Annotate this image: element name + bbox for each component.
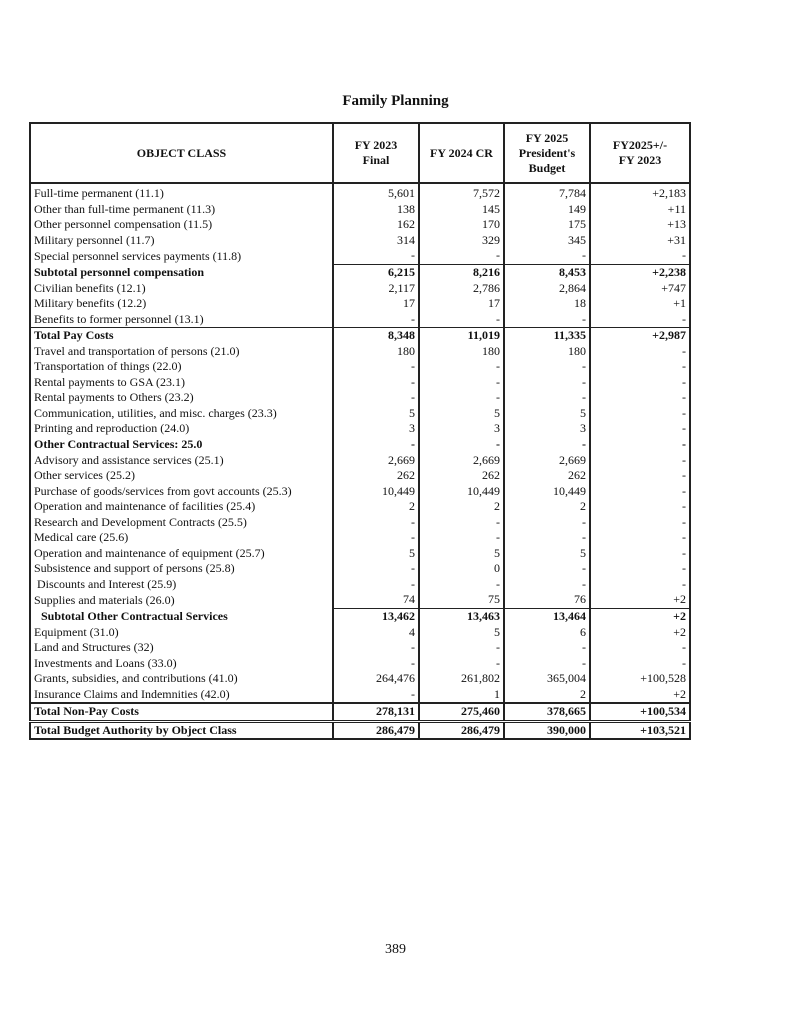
cell-value: 8,453	[504, 264, 590, 280]
table-row	[30, 202, 690, 218]
cell-value: 2,669	[419, 452, 504, 468]
cell-value: 149	[504, 202, 590, 218]
table-row	[30, 608, 690, 624]
cell-value: -	[333, 248, 419, 264]
cell-value: 2,117	[333, 280, 419, 296]
row-label: Rental payments to GSA (23.1)	[30, 375, 333, 391]
cell-value: +31	[590, 233, 690, 249]
cell-value: -	[333, 390, 419, 406]
row-label: Grants, subsidies, and contributions (41.0)	[30, 671, 333, 687]
row-label: Special personnel services payments (11.8)	[30, 248, 333, 264]
table-row	[30, 327, 690, 343]
cell-value: 8,216	[419, 264, 504, 280]
page-title: Family Planning	[342, 93, 449, 109]
row-label: Other services (25.2)	[30, 468, 333, 484]
cell-value: -	[504, 437, 590, 453]
table-row	[30, 577, 690, 593]
cell-value: -	[504, 375, 590, 391]
table-row	[30, 452, 690, 468]
row-label: Research and Development Contracts (25.5)	[30, 514, 333, 530]
cell-value: 5	[419, 406, 504, 422]
row-label: Rental payments to Others (23.2)	[30, 390, 333, 406]
cell-value: -	[590, 655, 690, 671]
cell-value: 1	[419, 687, 504, 704]
cell-value: 345	[504, 233, 590, 249]
cell-value: -	[590, 499, 690, 515]
row-label: Communication, utilities, and misc. charges (23.3)	[30, 406, 333, 422]
cell-value: 5	[333, 406, 419, 422]
table-row	[30, 406, 690, 422]
column-header: FY 2025 President's Budget	[504, 123, 590, 183]
cell-value: 261,802	[419, 671, 504, 687]
cell-value: 7,572	[419, 183, 504, 202]
cell-value: -	[590, 437, 690, 453]
table-row	[30, 640, 690, 656]
cell-value: -	[590, 514, 690, 530]
cell-value: 3	[504, 421, 590, 437]
row-label: Advisory and assistance services (25.1)	[30, 452, 333, 468]
cell-value: 5	[504, 546, 590, 562]
table-row	[30, 546, 690, 562]
cell-value: 3	[419, 421, 504, 437]
cell-value: -	[419, 390, 504, 406]
table-row	[30, 359, 690, 375]
column-header: OBJECT CLASS	[30, 123, 333, 183]
cell-value: -	[333, 375, 419, 391]
cell-value: 286,479	[333, 721, 419, 739]
table-row	[30, 514, 690, 530]
cell-value: +2	[590, 592, 690, 608]
cell-value: -	[504, 655, 590, 671]
cell-value: 8,348	[333, 327, 419, 343]
cell-value: 13,463	[419, 608, 504, 624]
cell-value: -	[333, 561, 419, 577]
cell-value: -	[504, 248, 590, 264]
row-label: Insurance Claims and Indemnities (42.0)	[30, 687, 333, 704]
cell-value: -	[590, 546, 690, 562]
cell-value: 262	[333, 468, 419, 484]
header-row	[30, 123, 690, 183]
row-label: Full-time permanent (11.1)	[30, 183, 333, 202]
cell-value: -	[590, 406, 690, 422]
cell-value: +2,987	[590, 327, 690, 343]
table-row	[30, 468, 690, 484]
cell-value: 138	[333, 202, 419, 218]
cell-value: +2,238	[590, 264, 690, 280]
table-row	[30, 280, 690, 296]
cell-value: -	[419, 577, 504, 593]
row-label: Other personnel compensation (11.5)	[30, 217, 333, 233]
cell-value: -	[590, 343, 690, 359]
cell-value: 145	[419, 202, 504, 218]
cell-value: -	[504, 577, 590, 593]
cell-value: 5,601	[333, 183, 419, 202]
table-row	[30, 655, 690, 671]
table-row	[30, 217, 690, 233]
cell-value: -	[333, 359, 419, 375]
row-label: Discounts and Interest (25.9)	[30, 577, 333, 593]
row-label: Other Contractual Services: 25.0	[30, 437, 333, 453]
table-row	[30, 530, 690, 546]
cell-value: 162	[333, 217, 419, 233]
cell-value: 2,669	[504, 452, 590, 468]
cell-value: 2	[419, 499, 504, 515]
cell-value: 11,335	[504, 327, 590, 343]
cell-value: -	[419, 530, 504, 546]
cell-value: 75	[419, 592, 504, 608]
cell-value: -	[504, 311, 590, 327]
cell-value: 10,449	[333, 483, 419, 499]
cell-value: -	[590, 530, 690, 546]
row-label: Subtotal personnel compensation	[30, 264, 333, 280]
row-label: Operation and maintenance of facilities (25.4)	[30, 499, 333, 515]
cell-value: -	[590, 311, 690, 327]
row-label: Equipment (31.0)	[30, 624, 333, 640]
table-row	[30, 183, 690, 202]
column-header: FY2025+/- FY 2023	[590, 123, 690, 183]
cell-value: 17	[333, 296, 419, 312]
cell-value: -	[504, 530, 590, 546]
cell-value: -	[419, 655, 504, 671]
cell-value: 2,786	[419, 280, 504, 296]
object-class-table	[29, 122, 691, 740]
cell-value: -	[419, 375, 504, 391]
cell-value: 13,464	[504, 608, 590, 624]
cell-value: +2	[590, 624, 690, 640]
cell-value: 264,476	[333, 671, 419, 687]
column-header: FY 2024 CR	[419, 123, 504, 183]
cell-value: +2,183	[590, 183, 690, 202]
row-label: Travel and transportation of persons (21.0)	[30, 343, 333, 359]
cell-value: 180	[333, 343, 419, 359]
table-row	[30, 703, 690, 721]
cell-value: -	[419, 359, 504, 375]
row-label: Military benefits (12.2)	[30, 296, 333, 312]
row-label: Operation and maintenance of equipment (25.7)	[30, 546, 333, 562]
cell-value: -	[333, 514, 419, 530]
table-row	[30, 624, 690, 640]
cell-value: 13,462	[333, 608, 419, 624]
cell-value: 11,019	[419, 327, 504, 343]
cell-value: -	[419, 311, 504, 327]
cell-value: -	[590, 359, 690, 375]
cell-value: 262	[419, 468, 504, 484]
table-row	[30, 721, 690, 739]
table-row	[30, 499, 690, 515]
table-row	[30, 437, 690, 453]
cell-value: 7,784	[504, 183, 590, 202]
cell-value: 365,004	[504, 671, 590, 687]
row-label: Purchase of goods/services from govt accounts (25.3)	[30, 483, 333, 499]
cell-value: -	[419, 640, 504, 656]
cell-value: -	[590, 577, 690, 593]
table-row	[30, 421, 690, 437]
row-label: Supplies and materials (26.0)	[30, 592, 333, 608]
cell-value: +11	[590, 202, 690, 218]
cell-value: -	[504, 561, 590, 577]
cell-value: -	[590, 640, 690, 656]
cell-value: -	[333, 655, 419, 671]
table-row	[30, 561, 690, 577]
cell-value: 5	[333, 546, 419, 562]
table-row	[30, 233, 690, 249]
row-label: Land and Structures (32)	[30, 640, 333, 656]
cell-value: 175	[504, 217, 590, 233]
table-row	[30, 671, 690, 687]
table-row	[30, 343, 690, 359]
cell-value: -	[590, 421, 690, 437]
row-label: Total Pay Costs	[30, 327, 333, 343]
cell-value: 3	[333, 421, 419, 437]
cell-value: 2,864	[504, 280, 590, 296]
cell-value: +13	[590, 217, 690, 233]
row-label: Total Non-Pay Costs	[30, 703, 333, 721]
cell-value: +100,534	[590, 703, 690, 721]
cell-value: 0	[419, 561, 504, 577]
cell-value: -	[504, 514, 590, 530]
cell-value: 170	[419, 217, 504, 233]
table-body	[30, 183, 690, 739]
row-label: Medical care (25.6)	[30, 530, 333, 546]
row-label: Transportation of things (22.0)	[30, 359, 333, 375]
cell-value: 180	[419, 343, 504, 359]
cell-value: 4	[333, 624, 419, 640]
cell-value: -	[590, 390, 690, 406]
cell-value: -	[590, 561, 690, 577]
cell-value: 180	[504, 343, 590, 359]
cell-value: -	[419, 514, 504, 530]
cell-value: -	[504, 640, 590, 656]
cell-value: 76	[504, 592, 590, 608]
row-label: Other than full-time permanent (11.3)	[30, 202, 333, 218]
cell-value: 6	[504, 624, 590, 640]
cell-value: -	[333, 687, 419, 704]
cell-value: 278,131	[333, 703, 419, 721]
table-row	[30, 375, 690, 391]
cell-value: -	[590, 248, 690, 264]
cell-value: -	[504, 359, 590, 375]
cell-value: -	[590, 483, 690, 499]
cell-value: -	[590, 375, 690, 391]
table-row	[30, 296, 690, 312]
cell-value: 5	[419, 546, 504, 562]
table-row	[30, 592, 690, 608]
cell-value: 10,449	[504, 483, 590, 499]
row-label: Investments and Loans (33.0)	[30, 655, 333, 671]
cell-value: -	[333, 577, 419, 593]
table-row	[30, 311, 690, 327]
row-label: Total Budget Authority by Object Class	[30, 721, 333, 739]
cell-value: 314	[333, 233, 419, 249]
cell-value: 262	[504, 468, 590, 484]
cell-value: 10,449	[419, 483, 504, 499]
row-label: Subtotal Other Contractual Services	[30, 608, 333, 624]
cell-value: -	[333, 640, 419, 656]
cell-value: +747	[590, 280, 690, 296]
table-row	[30, 248, 690, 264]
cell-value: 2	[504, 687, 590, 704]
cell-value: 74	[333, 592, 419, 608]
cell-value: 17	[419, 296, 504, 312]
cell-value: +2	[590, 608, 690, 624]
cell-value: -	[590, 468, 690, 484]
cell-value: 5	[504, 406, 590, 422]
cell-value: +103,521	[590, 721, 690, 739]
row-label: Printing and reproduction (24.0)	[30, 421, 333, 437]
cell-value: -	[333, 530, 419, 546]
table-row	[30, 390, 690, 406]
cell-value: 275,460	[419, 703, 504, 721]
cell-value: 2,669	[333, 452, 419, 468]
cell-value: +100,528	[590, 671, 690, 687]
cell-value: 390,000	[504, 721, 590, 739]
cell-value: 6,215	[333, 264, 419, 280]
cell-value: 5	[419, 624, 504, 640]
page-number: 389	[385, 942, 406, 957]
cell-value: -	[419, 437, 504, 453]
table-row	[30, 264, 690, 280]
table-row	[30, 687, 690, 704]
cell-value: 2	[333, 499, 419, 515]
cell-value: 329	[419, 233, 504, 249]
cell-value: -	[590, 452, 690, 468]
cell-value: 2	[504, 499, 590, 515]
column-header: FY 2023 Final	[333, 123, 419, 183]
cell-value: +2	[590, 687, 690, 704]
cell-value: -	[333, 311, 419, 327]
cell-value: 378,665	[504, 703, 590, 721]
cell-value: +1	[590, 296, 690, 312]
row-label: Subsistence and support of persons (25.8)	[30, 561, 333, 577]
table-row	[30, 483, 690, 499]
row-label: Military personnel (11.7)	[30, 233, 333, 249]
cell-value: -	[504, 390, 590, 406]
row-label: Civilian benefits (12.1)	[30, 280, 333, 296]
cell-value: -	[333, 437, 419, 453]
cell-value: 18	[504, 296, 590, 312]
cell-value: -	[419, 248, 504, 264]
cell-value: 286,479	[419, 721, 504, 739]
row-label: Benefits to former personnel (13.1)	[30, 311, 333, 327]
